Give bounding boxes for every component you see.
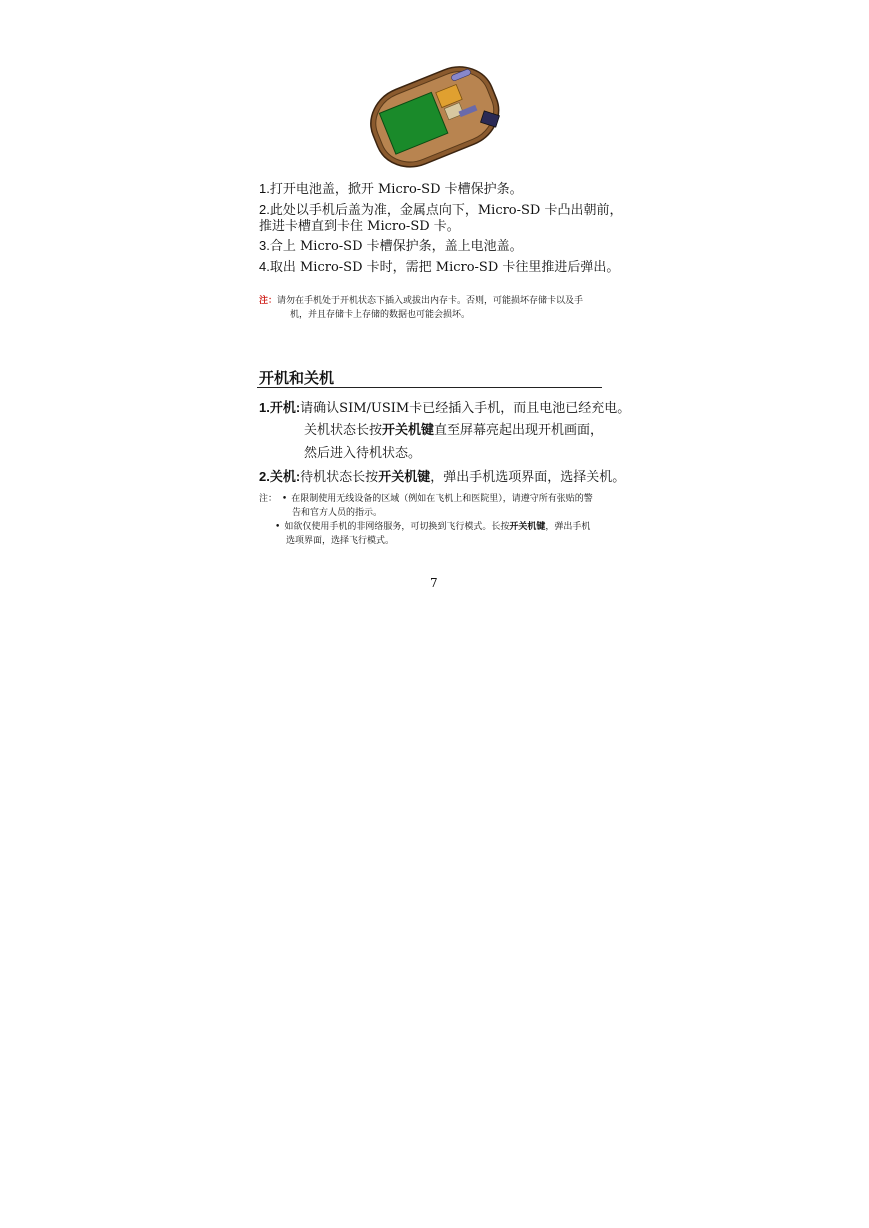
note-line: 机，并且存储卡上存储的数据也可能会损坏。	[290, 310, 471, 320]
step-number: 4.	[259, 259, 270, 274]
notes-label: 注：	[259, 494, 278, 504]
step-4	[259, 258, 619, 277]
section-divider	[257, 387, 602, 388]
bullet-icon: •	[275, 522, 281, 532]
note-line: 选项界面，选择飞行模式。	[286, 536, 395, 546]
power-on-line-2	[304, 422, 603, 440]
power-on-line-3	[304, 445, 421, 463]
notes-item-2-continued	[286, 534, 394, 548]
text-segment: 关机状态长按	[304, 423, 383, 438]
memory-card-note	[259, 294, 609, 322]
power-key-term: 开关机键	[378, 470, 431, 485]
step-text: 取出 Micro-SD 卡时，需把 Micro-SD 卡往里推进后弹出。	[269, 260, 620, 275]
notes-item-1-continued	[292, 506, 382, 520]
step-number: 2.	[259, 202, 270, 217]
power-key-term: 开关机键	[382, 423, 435, 438]
step-3	[259, 237, 523, 256]
text-segment: ，弹出手机选项界面，选择关机。	[430, 470, 626, 485]
section-title: 开机和关机	[259, 370, 335, 387]
text-segment: 待机状态长按	[300, 470, 379, 485]
note-line: ，弹出手机	[545, 522, 591, 532]
power-on-text: 请确认SIM/USIM卡已经插入手机，而且电池已经充电。	[300, 401, 631, 416]
power-key-term: 开关机键	[509, 522, 546, 532]
step-text: 推进卡槽直到卡住 Micro-SD 卡。	[259, 219, 460, 234]
power-off-label: 2.关机:	[259, 469, 301, 484]
note-line: 在限制使用无线设备的区域（例如在飞机上和医院里），请遵守所有张贴的警	[291, 494, 593, 504]
step-number: 3.	[259, 238, 270, 253]
note-label: 注：	[259, 296, 278, 306]
note-line: 告和官方人员的指示。	[292, 508, 383, 518]
power-off-paragraph	[259, 468, 625, 487]
bullet-icon: •	[281, 494, 288, 504]
text-segment: 直至屏幕亮起出现开机画面，	[434, 423, 604, 438]
step-number: 1.	[259, 181, 270, 196]
power-on-label: 1.开机:	[259, 400, 301, 415]
page-number: 7	[430, 576, 438, 590]
note-line: 如欲仅使用手机的非网络服务，可切换到飞行模式。长按	[284, 522, 510, 532]
notes-item-2	[275, 520, 590, 534]
note-line: 请勿在手机处于开机状态下插入或拔出内存卡。否则，可能损坏存储卡以及手	[277, 296, 584, 306]
text-segment: 然后进入待机状态。	[304, 446, 422, 461]
step-2-continued	[259, 218, 460, 236]
step-1	[259, 180, 523, 199]
phone-back-microsd-illustration	[362, 55, 507, 175]
step-text: 打开电池盖，掀开 Micro-SD 卡槽保护条。	[269, 182, 523, 197]
step-text: 合上 Micro-SD 卡槽保护条，盖上电池盖。	[269, 239, 523, 254]
notes-item-1	[259, 492, 593, 506]
power-on-paragraph	[259, 399, 630, 418]
step-text: 此处以手机后盖为准，金属点向下，Micro-SD 卡凸出朝前，	[269, 203, 623, 218]
